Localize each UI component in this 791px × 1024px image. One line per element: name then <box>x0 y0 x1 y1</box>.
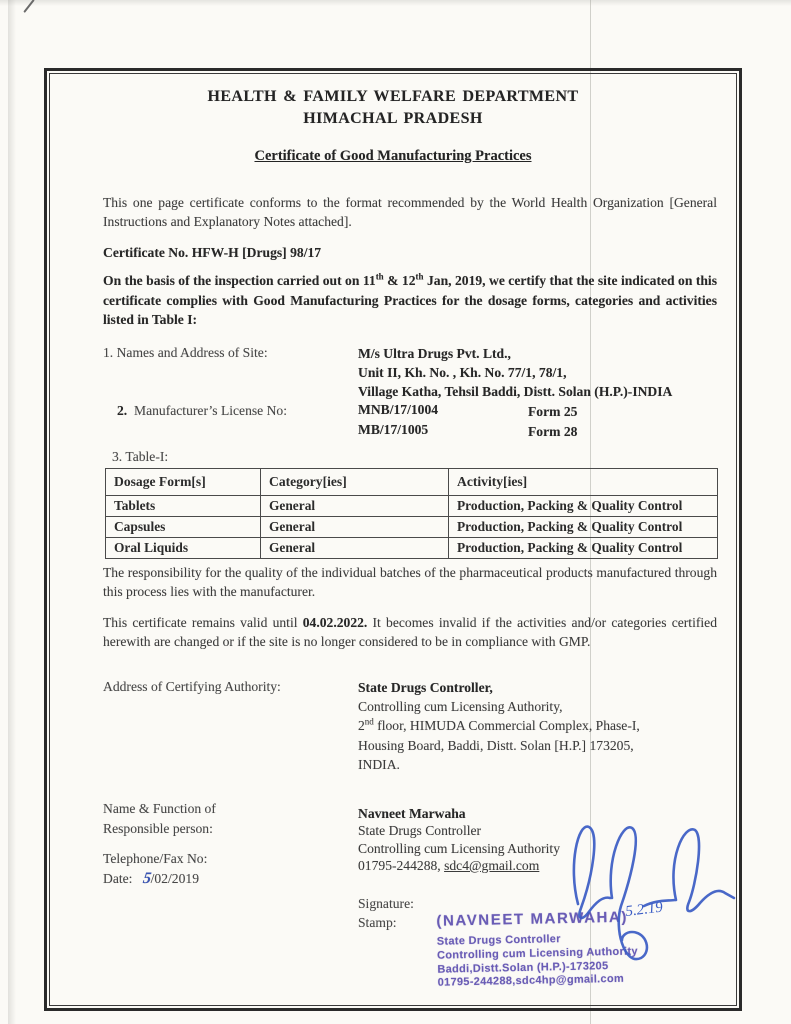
site-address-line1: M/s Ultra Drugs Pvt. Ltd., <box>358 346 511 361</box>
ordinal-12th: th <box>415 271 424 282</box>
table-header-row <box>106 469 718 496</box>
gmp-table <box>105 468 718 559</box>
cell-category: General <box>261 538 449 559</box>
license-number-index: 2. <box>117 403 128 418</box>
authority-name: State Drugs Controller, <box>358 680 493 695</box>
authority-line3 <box>358 716 688 735</box>
authority-line3-pre: 2 <box>358 718 365 734</box>
inspection-text-2: & 12 <box>383 273 416 288</box>
validity-date: 04.02.2022. <box>302 615 368 630</box>
stamp-line3: Controlling cum Licensing Authority <box>436 945 638 962</box>
table-row <box>106 496 718 517</box>
authority-line3-post: floor, HIMUDA Commercial Complex, Phase-I, <box>373 718 640 734</box>
certificate-title: Certificate of Good Manufacturing Practices <box>254 148 532 164</box>
cell-activity: Production, Packing & Quality Control <box>449 538 718 559</box>
ordinal-2nd: nd <box>364 716 374 727</box>
responsible-label-line2: Responsible person: <box>103 820 213 836</box>
date-printed: /02/2019 <box>150 871 199 886</box>
license-form-row: Form 28 <box>528 423 578 439</box>
ordinal-11th: th <box>375 271 384 282</box>
table-caption: 3. Table-I: <box>112 449 169 464</box>
responsible-phone: 01795-244288, <box>358 857 445 873</box>
signature-scribble <box>548 808 763 983</box>
authority-line5: INDIA. <box>358 756 400 772</box>
date-label: Date: <box>103 871 133 886</box>
authority-line2: Controlling cum Licensing Authority, <box>358 699 563 715</box>
scan-edge-shadow-left <box>8 0 16 1024</box>
responsible-email: sdc4@gmail.com <box>444 857 540 873</box>
inspection-text-3: Jan, 2019, we certify that the site indicated on this certificate complies with Good Manufacturing Practices for the dosage forms, categories and activities listed in Table I: <box>103 273 717 327</box>
intro-paragraph: This one page certificate conforms to the format recommended by the World Health Organization [General Instructions and Explanatory Notes attached]. <box>103 195 717 229</box>
stamp-name: (NAVNEET MARWAHA) <box>436 908 629 930</box>
stamp-line2: State Drugs Controller <box>436 933 561 948</box>
cell-dosage-form: Capsules <box>106 517 261 538</box>
site-label: 1. Names and Address of Site: <box>103 345 268 360</box>
responsible-line3: Controlling cum Licensing Authority <box>358 840 561 856</box>
site-address-line2: Unit II, Kh. No. , Kh. No. 77/1, 78/1, <box>358 365 567 381</box>
validity-paragraph <box>103 613 717 651</box>
cell-category: General <box>261 517 449 538</box>
stamp-label: Stamp: <box>358 915 397 930</box>
authority-label: Address of Certifying Authority: <box>103 679 281 694</box>
license-no-row: MB/17/1005 <box>358 421 429 437</box>
handwritten-date-digit: 5 <box>141 870 152 887</box>
license-label-text: Manufacturer’s License No: <box>134 403 287 418</box>
cell-dosage-form: Tablets <box>106 496 261 517</box>
date-line <box>103 870 199 888</box>
validity-text-pre: This certificate remains valid until <box>103 615 303 630</box>
col-header-dosage-form: Dosage Form[s] <box>106 469 261 496</box>
stamp-line5: 01795-244288,sdc4hp@gmail.com <box>437 973 625 990</box>
license-numbers <box>358 400 438 439</box>
department-title: HEALTH & FAMILY WELFARE DEPARTMENT <box>207 88 579 105</box>
responsible-label-line1: Name & Function of <box>103 801 216 816</box>
site-address <box>358 344 672 402</box>
responsible-name: Navneet Marwaha <box>358 806 466 821</box>
responsible-line2: State Drugs Controller <box>358 823 482 839</box>
scan-edge-shadow-top <box>0 0 791 6</box>
signature-label: Signature: <box>358 896 414 911</box>
license-no-row: MNB/17/1004 <box>358 402 439 417</box>
validity-text-post: It becomes invalid if the activities and/or categories certified herewith are changed or if the site is no longer considered to be in compliance with GMP. <box>103 615 717 649</box>
cell-dosage-form: Oral Liquids <box>106 538 261 559</box>
stamp-line4: Baddi,Distt.Solan (H.P.)-173205 <box>437 959 609 976</box>
authority-address <box>358 678 688 774</box>
responsible-contact <box>358 857 560 874</box>
license-label <box>117 403 287 419</box>
inspection-text-1: On the basis of the inspection carried out on 11 <box>103 273 376 288</box>
table-row <box>106 517 718 538</box>
responsible-person-label <box>103 799 216 838</box>
license-form-row: Form 25 <box>528 404 578 419</box>
signature-handwritten-date: 5.2.19 <box>624 899 664 920</box>
license-forms <box>528 402 577 441</box>
phone-label: Telephone/Fax No: <box>103 851 208 866</box>
authority-line4: Housing Board, Baddi, Distt. Solan [H.P.] 173205, <box>358 737 634 753</box>
state-title: HIMACHAL PRADESH <box>303 110 483 127</box>
cell-category: General <box>261 496 449 517</box>
table-row <box>106 538 718 559</box>
col-header-category: Category[ies] <box>261 469 449 496</box>
certificate-number: Certificate No. HFW-H [Drugs] 98/17 <box>103 245 322 260</box>
inspection-paragraph <box>103 271 717 330</box>
responsibility-paragraph: The responsibility for the quality of the individual batches of the pharmaceutical products manufactured through this process lies with the manufacturer. <box>103 565 717 599</box>
site-address-line3: Village Katha, Tehsil Baddi, Distt. Solan (H.P.)-INDIA <box>358 384 673 400</box>
cell-activity: Production, Packing & Quality Control <box>449 517 718 538</box>
responsible-person-details <box>358 805 560 874</box>
cell-activity: Production, Packing & Quality Control <box>449 496 718 517</box>
col-header-activity: Activity[ies] <box>449 469 718 496</box>
